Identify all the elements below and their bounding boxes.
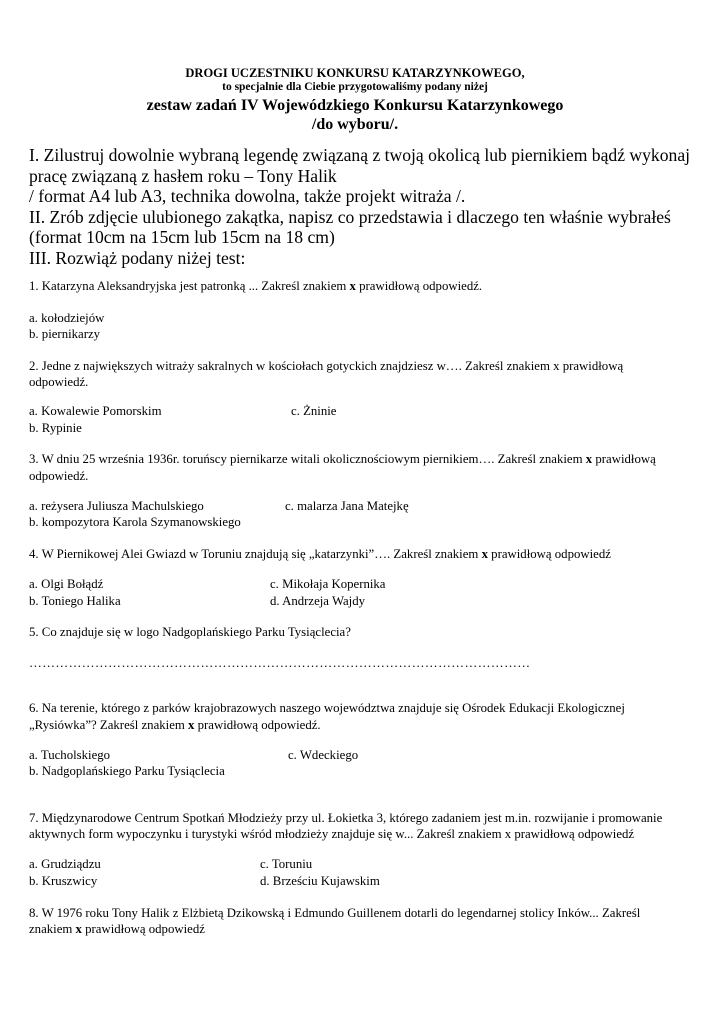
question-text: 8. W 1976 roku Tony Halik z Elżbietą Dzikowską i Edmundo Guillenem dotarli do legendarnej stolicy Inków... Zakreśl znakiem x prawidłową odpowiedź bbox=[29, 905, 641, 937]
answer-b: b. Toniego Halika bbox=[29, 593, 121, 608]
answer-c: c. malarza Jana Matejkę bbox=[285, 498, 409, 513]
header bbox=[29, 66, 681, 134]
question-7 bbox=[29, 810, 681, 890]
question-2 bbox=[29, 358, 681, 437]
task-line: / format A4 lub A3, technika dowolna, także projekt witraża /. bbox=[29, 186, 466, 207]
question-1 bbox=[29, 278, 681, 343]
answer-b: b. kompozytora Karola Szymanowskiego bbox=[29, 515, 241, 530]
question-6 bbox=[29, 700, 681, 780]
task-line: (format 10cm na 15cm lub 15cm na 18 cm) bbox=[29, 227, 335, 248]
answer-b: b. piernikarzy bbox=[29, 327, 101, 342]
question-4 bbox=[29, 546, 681, 610]
header-line-1: DROGI UCZESTNIKU KONKURSU KATARZYNKOWEGO, bbox=[185, 66, 525, 80]
answer-line: …………………………………………………………………………………………………… bbox=[29, 655, 531, 670]
question-text: 6. Na terenie, którego z parków krajobrazowych naszego województwa znajduje się Ośrodek Edukacji Ekologicznej „Rysiówka”? Zakreśl znakiem x prawidłową odpowiedź. bbox=[29, 701, 625, 732]
answer-c: c. Żninie bbox=[291, 404, 337, 419]
header-subtitle: /do wyboru/. bbox=[311, 115, 399, 133]
answer-a: a. reżysera Juliusza Machulskiego bbox=[29, 498, 204, 513]
question-3 bbox=[29, 451, 681, 531]
answer-a: a. Grudziądzu bbox=[29, 857, 101, 872]
task-line: I. Zilustruj dowolnie wybraną legendę związaną z twoją okolicą lub piernikiem bądź wykonaj bbox=[29, 145, 691, 166]
header-line-2: to specjalnie dla Ciebie przygotowaliśmy podany niżej bbox=[222, 81, 488, 94]
answer-a: a. kołodziejów bbox=[29, 310, 105, 325]
answer-b: b. Kruszwicy bbox=[29, 874, 98, 889]
answer-a: a. Olgi Bołądź bbox=[29, 576, 104, 591]
answer-d: d. Andrzeja Wajdy bbox=[270, 593, 366, 608]
question-text: 7. Międzynarodowe Centrum Spotkań Młodzieży przy ul. Łokietka 3, którego zadaniem jest m.in. rozwijanie i promowanie aktywnych form wypoczynku i turystyki wśród młodzieży znajduje się w... Zakreśl znakiem x prawidłową odpowiedź bbox=[29, 810, 663, 842]
task-line: pracę związaną z hasłem roku – Tony Halik bbox=[29, 165, 337, 186]
question-text: 5. Co znajduje się w logo Nadgoplańskiego Parku Tysiąclecia? bbox=[29, 625, 351, 640]
question-text: 1. Katarzyna Aleksandryjska jest patronką ... Zakreśl znakiem x prawidłową odpowiedź. bbox=[29, 279, 483, 294]
question-8 bbox=[29, 905, 681, 938]
question-text: 4. W Piernikowej Alei Gwiazd w Toruniu znajdują się „katarzynki”…. Zakreśl znakiem x prawidłową odpowiedź bbox=[29, 546, 611, 561]
answer-b: b. Nadgoplańskiego Parku Tysiąclecia bbox=[29, 764, 225, 779]
header-title: zestaw zadań IV Wojewódzkiego Konkursu Katarzynkowego bbox=[146, 96, 564, 114]
task-line: III. Rozwiąż podany niżej test: bbox=[29, 247, 246, 268]
answer-b: b. Rypinie bbox=[29, 420, 82, 435]
answer-d: d. Brześciu Kujawskim bbox=[260, 874, 380, 889]
question-text: 3. W dniu 25 września 1936r. toruńscy piernikarze witali okolicznościowym piernikiem…. Zakreśl znakiem x prawidłową odpowiedź. bbox=[29, 452, 656, 483]
question-5 bbox=[29, 624, 681, 671]
answer-c: c. Mikołaja Kopernika bbox=[270, 576, 386, 591]
question-text: 2. Jedne z największych witraży sakralnych w kościołach gotyckich znajdziesz w…. Zakreśl znakiem x prawidłową odpowiedź. bbox=[29, 358, 624, 390]
task-line: II. Zrób zdjęcie ulubionego zakątka, napisz co przedstawia i dlaczego ten właśnie wybrałeś bbox=[29, 206, 671, 227]
answer-a: a. Kowalewie Pomorskim bbox=[29, 404, 162, 419]
answer-c: c. Wdeckiego bbox=[288, 747, 359, 762]
task-list bbox=[29, 145, 691, 268]
answer-a: a. Tucholskiego bbox=[29, 747, 111, 762]
answer-c: c. Toruniu bbox=[260, 857, 313, 872]
